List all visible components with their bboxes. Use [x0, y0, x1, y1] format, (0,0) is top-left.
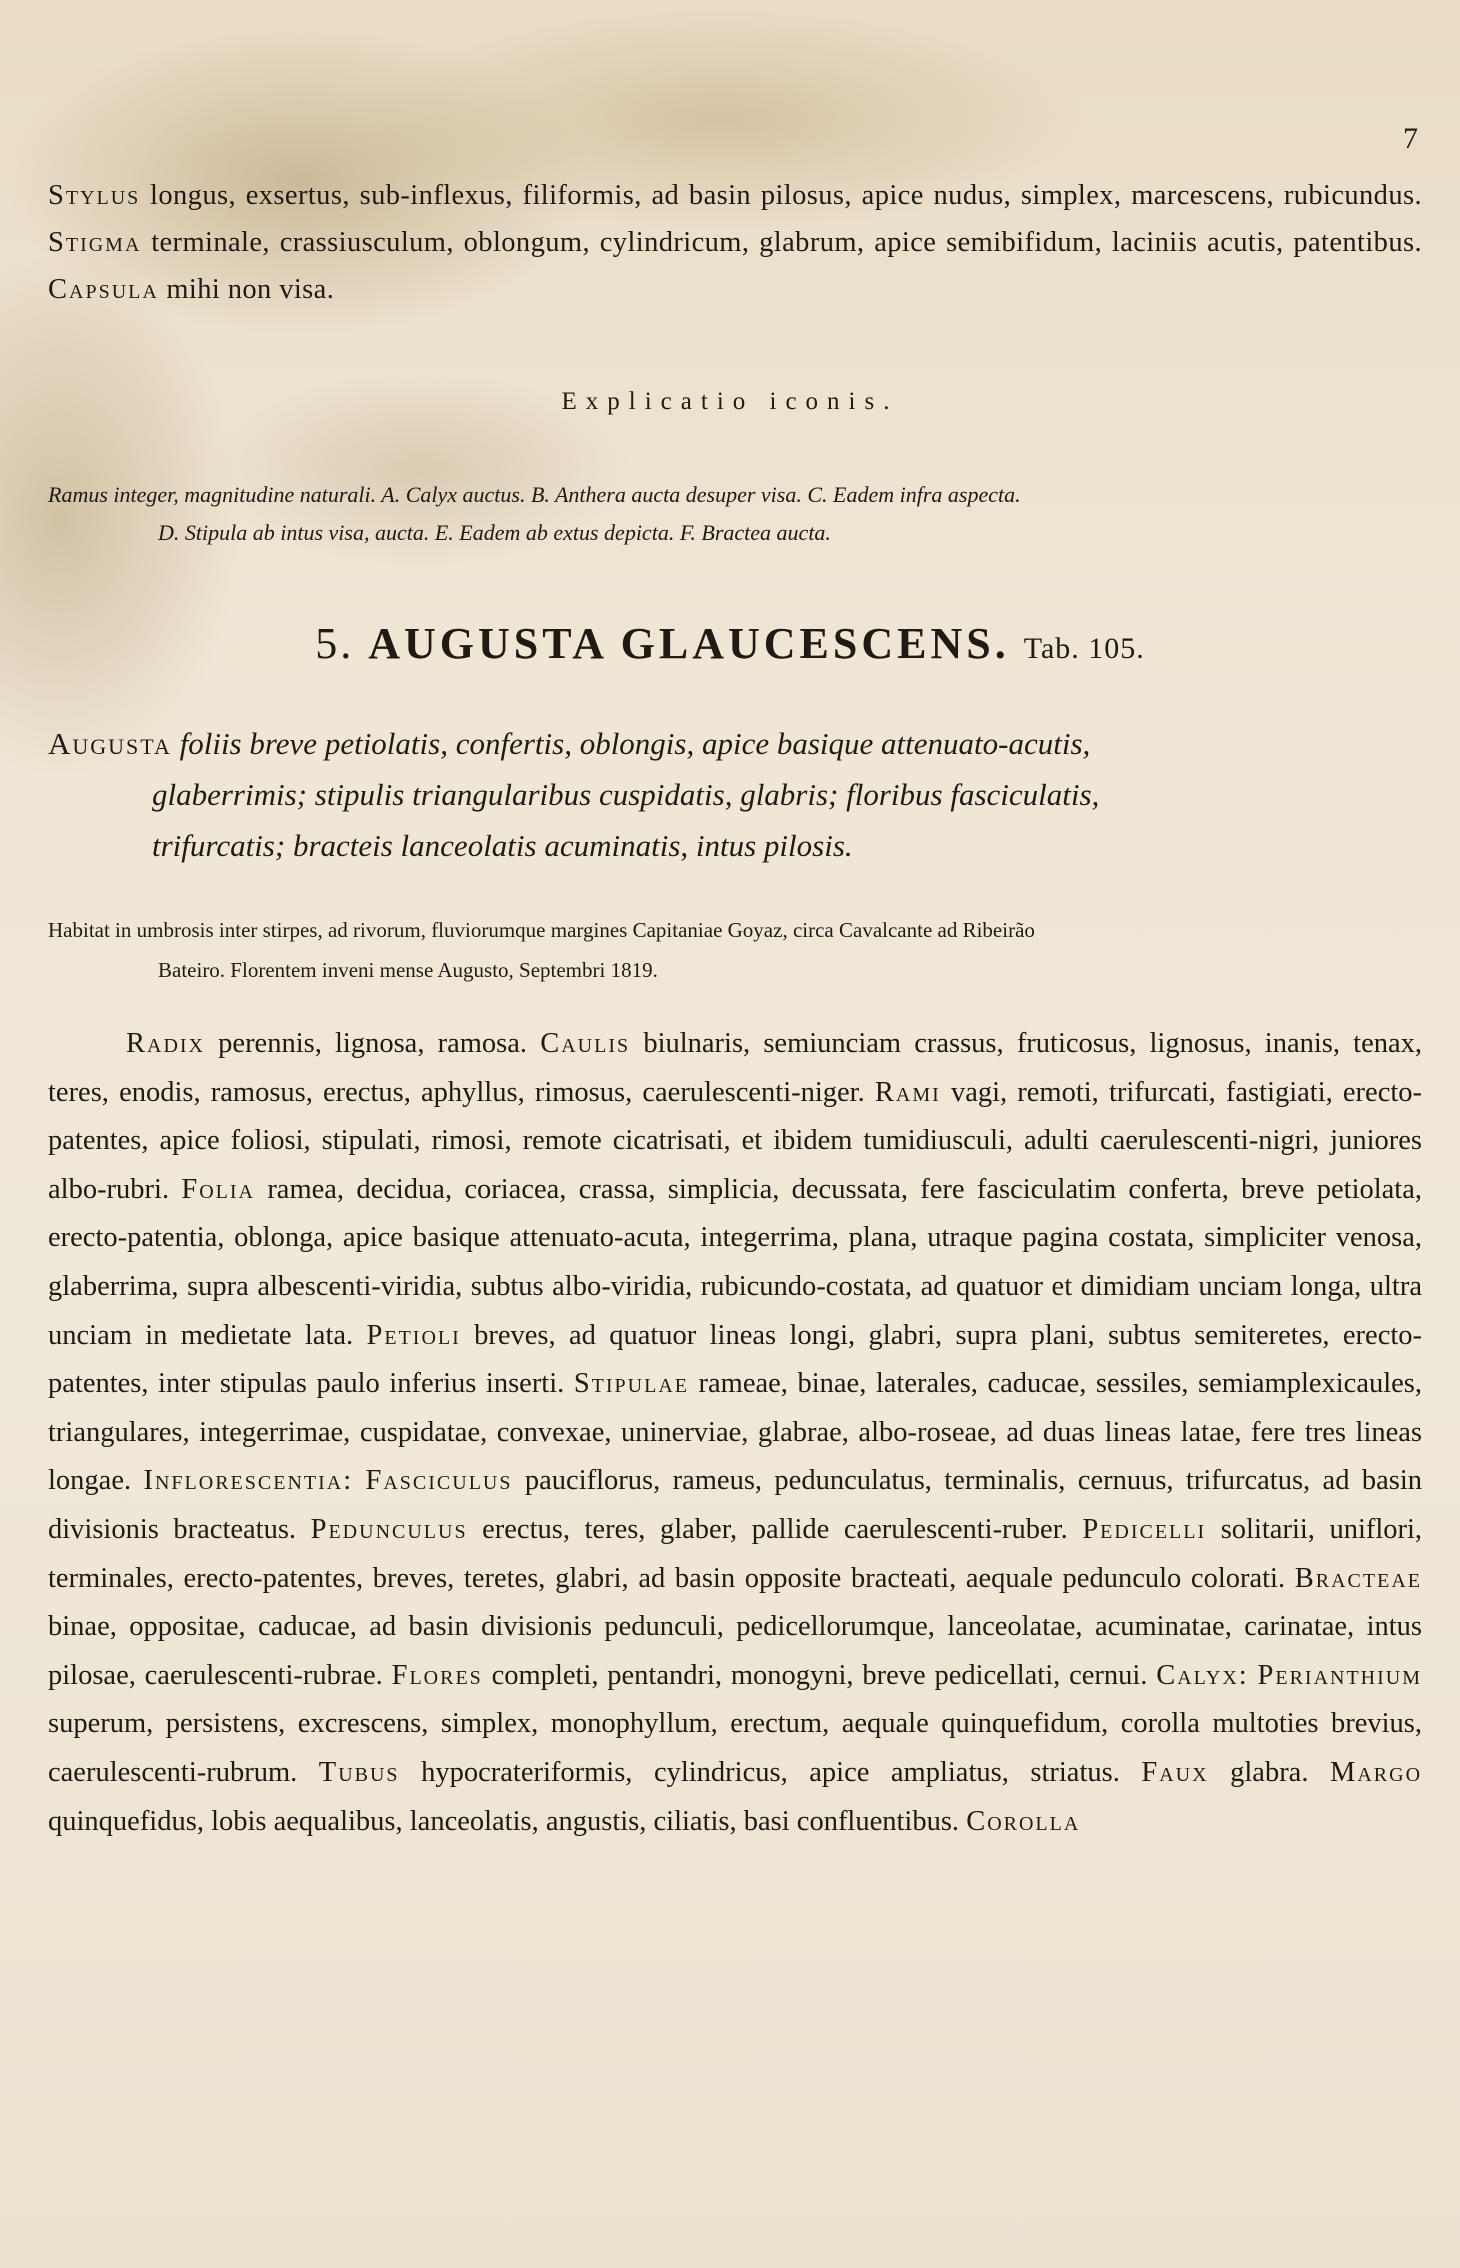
- description-paragraph: [48, 1020, 1422, 1846]
- organ-label: Stipulae: [573, 1368, 689, 1400]
- page-number: 7: [1403, 122, 1418, 155]
- organ-description: solitarii, uniflori, terminales, erecto-patentes, breves, teretes, glabri, ad basin opposite bracteati, aequale pedunculo colorati.: [48, 1513, 1423, 1594]
- organ-label: Fasciculus: [365, 1465, 513, 1497]
- capsula-text: mihi non visa.: [166, 274, 335, 305]
- capsula-label: Capsula: [48, 274, 159, 305]
- organ-description: quinquefidus, lobis aequalibus, lanceolatis, angustis, ciliatis, basi confluentibus.: [48, 1805, 960, 1837]
- organ-description: biulnaris, semiunciam crassus, fruticosus, lignosus, inanis, tenax, teres, enodis, ramosus, erectus, aphyllus, rimosus, caerulescenti-niger.: [48, 1028, 1423, 1108]
- organ-label: Flores: [391, 1659, 483, 1691]
- organ-description: perennis, lignosa, ramosa.: [218, 1028, 528, 1059]
- organ-label: Pedicelli: [1082, 1513, 1207, 1545]
- organ-label: Pedunculus: [310, 1513, 468, 1545]
- species-title: [0, 618, 1460, 669]
- habitat-note: [48, 910, 1422, 990]
- organ-label: Petioli: [366, 1319, 461, 1351]
- organ-label: Calyx:: [1156, 1659, 1249, 1691]
- species-number: 5.: [315, 619, 355, 668]
- organ-label: Radix: [126, 1028, 205, 1059]
- stylus-paragraph: [48, 172, 1422, 313]
- species-diagnosis: [48, 718, 1422, 871]
- stylus-text: longus, exsertus, sub-inflexus, filiformis, ad basin pilosus, apice nudus, simplex, marcescens, rubicundus.: [150, 180, 1422, 211]
- organ-description: breves, ad quatuor lineas longi, glabri, supra plani, subtus semiteretes, erecto-patentes, inter stipulas paulo inferius inserti.: [48, 1319, 1423, 1400]
- explicatio-line-2: D. Stipula ab intus visa, aucta. E. Eadem ab extus depicta. F. Bractea aucta.: [158, 520, 831, 545]
- organ-description: erectus, teres, glaber, pallide caerulescenti-ruber.: [482, 1513, 1068, 1545]
- organ-description: superum, persistens, excrescens, simplex, monophyllum, erectum, aequale quinquefidum, corolla multoties brevius, caerulescenti-rubrum.: [48, 1708, 1422, 1788]
- organ-label: Tubus: [318, 1756, 400, 1788]
- explicatio-line-1: Ramus integer, magnitudine naturali. A. Calyx auctus. B. Anthera aucta desuper visa. C. Eadem infra aspecta.: [48, 482, 1021, 507]
- stigma-label: Stigma: [48, 227, 142, 258]
- explicatio-heading: Explicatio iconis.: [561, 388, 899, 415]
- organ-label: Bracteae: [1294, 1562, 1422, 1594]
- organ-label: Rami: [874, 1076, 941, 1108]
- explicatio-body: [48, 476, 1422, 552]
- habitat-line-2: Bateiro. Florentem inveni mense Augusto, Septembri 1819.: [158, 958, 658, 982]
- organ-label: Margo: [1330, 1756, 1423, 1788]
- diagnosis-line-3: trifurcatis; bracteis lanceolatis acuminatis, intus pilosis.: [152, 828, 853, 863]
- organ-label: Faux: [1141, 1756, 1209, 1788]
- organ-label: Inflorescentia:: [143, 1465, 354, 1497]
- habitat-line-1: Habitat in umbrosis inter stirpes, ad rivorum, fluviorumque margines Capitaniae Goyaz, circa Cavalcante ad Ribeirão: [48, 918, 1035, 942]
- organ-label: Folia: [181, 1173, 256, 1205]
- diagnosis-line-1: foliis breve petiolatis, confertis, oblongis, apice basique attenuato-acutis,: [179, 726, 1091, 761]
- stigma-text: terminale, crassiusculum, oblongum, cylindricum, glabrum, apice semibifidum, laciniis acutis, patentibus.: [151, 227, 1423, 258]
- organ-description: glabra.: [1230, 1756, 1309, 1788]
- organ-description: completi, pentandri, monogyni, breve pedicellati, cernui.: [491, 1659, 1148, 1691]
- organ-description: ramea, decidua, coriacea, crassa, simplicia, decussata, fere fasciculatim conferta, breve petiolata, erecto-patentia, oblonga, apice basique attenuato-acuta, integerrima, plana, utraque pagina costata, simpliciter venosa, glaberrima, supra albescenti-viridia, subtus albo-viridia, rubicundo-costata, ad quatuor et dimidiam unciam longa, ultra unciam in medietate lata.: [48, 1173, 1423, 1351]
- organ-label: Perianthium: [1257, 1659, 1423, 1691]
- description-text: [48, 1020, 1422, 1846]
- diagnosis-line-2: glaberrimis; stipulis triangularibus cuspidatis, glabris; floribus fasciculatis,: [152, 777, 1100, 812]
- organ-description: pauciflorus, rameus, pedunculatus, terminalis, cernuus, trifurcatus, ad basin divisionis bracteatus.: [48, 1465, 1423, 1545]
- organ-description: binae, oppositae, caducae, ad basin divisionis pedunculi, pedicellorumque, lanceolatae, acuminatae, carinatae, intus pilosae, caerulescenti-rubrae.: [48, 1611, 1422, 1691]
- organ-description: hypocrateriformis, cylindricus, apice ampliatus, striatus.: [421, 1756, 1120, 1788]
- organ-label: Caulis: [540, 1028, 631, 1059]
- organ-description: rameae, binae, laterales, caducae, sessiles, semiamplexicaules, triangulares, integerrimae, cuspidatae, convexae, uninerviae, glabrae, albo-roseae, ad duas lineas latae, fere tres lineas longae.: [48, 1368, 1423, 1497]
- organ-description: vagi, remoti, trifurcati, fastigiati, erecto-patentes, apice foliosi, stipulati, rimosi, remote cicatrisati, et ibidem tumidiusculi, adulti caerulescenti-nigri, juniores albo-rubri.: [48, 1076, 1423, 1205]
- organ-label: Corolla: [966, 1805, 1081, 1837]
- diagnosis-genus: Augusta: [48, 726, 172, 761]
- stylus-label: Stylus: [48, 180, 141, 211]
- plate-reference: Tab. 105.: [1023, 632, 1145, 665]
- species-name: AUGUSTA GLAUCESCENS.: [368, 619, 1010, 668]
